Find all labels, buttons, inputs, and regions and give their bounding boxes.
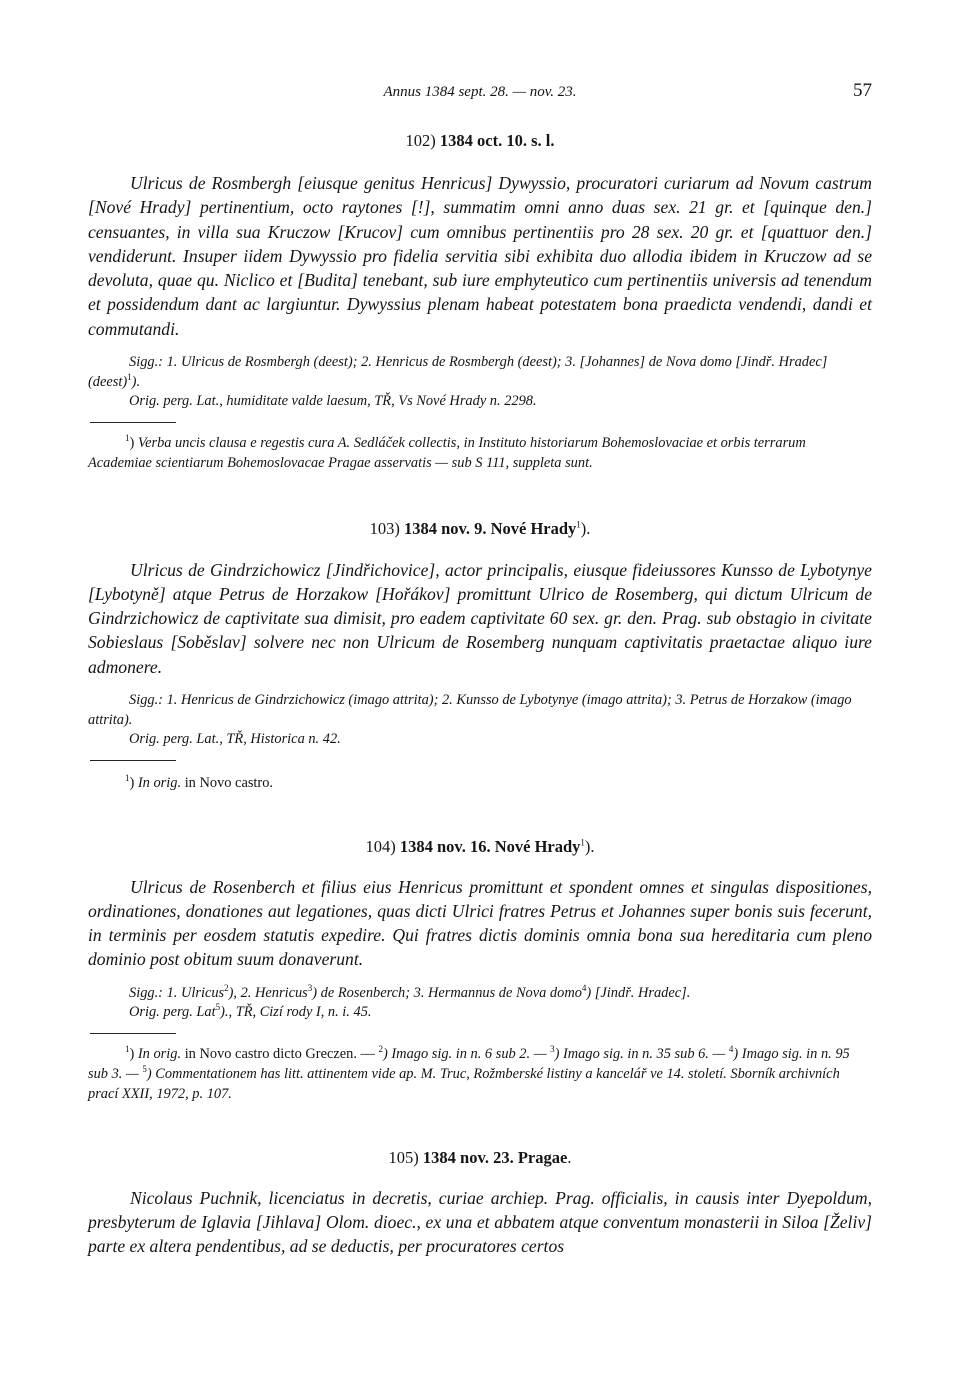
entry-number: 104)	[365, 836, 396, 856]
running-title: Annus 1384 sept. 28. — nov. 23.	[383, 84, 577, 100]
entry-104-heading: 104) 1384 nov. 16. Nové Hrady$^1$).	[365, 836, 595, 856]
footnote-rule	[90, 1033, 176, 1034]
entry-number: 103)	[369, 518, 400, 538]
entry-105-heading: 105) 1384 nov. 23. Pragae.	[388, 1147, 572, 1167]
entry-104-text: Ulricus de Rosenberch et filius eius Henricus promittunt et spondent omnes et singulas dispositiones, ordinationes, donationes aut legationes, quas dicti Ulrici fratres Petrus et Johannes super bonis suis fecerunt, in terminis per eosdem statutis expedire. Qui fratres dictis dominis omnia bona sua hereditaria cum pleno dominio post obitum suum donaverunt.	[88, 876, 872, 970]
entry-place: Nové Hrady	[490, 518, 577, 538]
entry-104-footnotes: $^1$) In orig. in Novo castro dicto Greczen. — $^2$) Imago sig. in n. 6 sub 2. — $^3$) Imago sig. in n. 35 sub 6. — $^4$) Imago sig. in n. 95 sub 3. — $^5$) Commentationem has litt. attinentem vide ap. M. Truc, Rožmberské listiny a kancelář ve 14. století. Sborník archivních prací XXII, 1972, p. 107.	[88, 1043, 850, 1102]
entry-place: Pragae	[517, 1147, 568, 1167]
entry-103-text: Ulricus de Gindrzichowicz [Jindřichovice], actor principalis, eiusque fideiussores Kunsso de Lybotynye [Lybotyně] atque Petrus de Horzakow [Hořákov] promittunt Ulrico de Rosemberg, qui dictum Ulricum de Gindrzichowicz de captivitate sua dimisit, pro eadem captivitate 60 sex. gr. den. Prag. sub obstagio in civitate Sobieslaus [Soběslav] solvere nec non Ulricum de Rosemberg nunquam captivitatis praetactae aliquo iure admonere.	[88, 559, 872, 677]
entry-date: 1384 nov. 9.	[403, 518, 487, 538]
page-number: 57	[853, 80, 872, 101]
entry-date: 1384 oct. 10. s. l.	[439, 131, 555, 150]
entry-105-text: Nicolaus Puchnik, licenciatus in decretis, curiae archiep. Prag. officialis, in causis inter Dyepoldum, presbyterum de Iglavia [Jihlava] Olom. dioec., ex una et abbatem atque conventum monasterii in Siloa [Želiv] parte ex altera pendentibus, ad se deductis, per procuratores certos	[88, 1187, 872, 1257]
original-line: Orig. perg. Lat$^5$)., TŘ, Cizí rody I, n. i. 45.	[129, 1002, 372, 1021]
entry-103-heading: 103) 1384 nov. 9. Nové Hrady$^1$).	[369, 518, 591, 538]
entry-102-apparatus	[88, 353, 872, 412]
footnote-rule	[90, 760, 176, 761]
running-head	[88, 80, 872, 108]
document-page	[88, 80, 872, 1259]
sigilla-line: Sigg.: 1. Henricus de Gindrzichowicz (imago attrita); 2. Kunsso de Lybotynye (imago attrita); 3. Petrus de Horzakow (imago attrita).	[88, 692, 852, 728]
entry-103-footnote: $^1$) In orig. in Novo castro.	[125, 772, 274, 791]
entry-102-footnote: $^1$) Verba uncis clausa e regestis cura A. Sedláček collectis, in Instituto historiarum Bohemoslovaciae et orbis terrarum Academiae scientiarum Bohemoslovacae Pragae asservatis — sub S 111, suppleta sunt.	[88, 432, 806, 471]
entry-date: 1384 nov. 23.	[422, 1147, 514, 1167]
footnote-rule	[90, 422, 176, 423]
entry-date: 1384 nov. 16.	[399, 836, 491, 856]
entry-102-heading	[88, 131, 872, 151]
sigilla-line: Sigg.: 1. Ulricus$^2$), 2. Henricus$^3$) de Rosenberch; 3. Hermannus de Nova domo$^4$) [Jindř. Hradec].	[129, 982, 691, 1001]
entry-102-text: Ulricus de Rosmbergh [eiusque genitus Henricus] Dywyssio, procuratori curiarum ad Novum castrum [Nové Hrady] pertinentium, octo raytones [!], summatim omni anno duas sex. 21 gr. et [quinque den.] censuantes, in villa sua Kruczow [Krucov] cum omnibus pertinentiis pro 28 sex. 20 gr. et [quattuor den.] vendiderunt. Insuper iidem Dywyssio pro fidelia servitia sibi exhibita duo allodia ibidem in Kruczow ad se devoluta, quae qu. Niclico et [Budita] tenebant, sub iure emphyteutico cum pertinentiis universis ad tenendum et possidendum dant ac largiuntur. Dywyssius plenam habeat potestatem bona praedicta vendendi, dandi et commutandi.	[88, 173, 872, 339]
entry-number: 105)	[388, 1147, 419, 1167]
entry-number: 102)	[405, 131, 436, 150]
entry-place: Nové Hrady	[494, 836, 581, 856]
original-line: Orig. perg. Lat., humiditate valde laesum, TŘ, Vs Nové Hrady n. 2298.	[129, 393, 537, 410]
sigilla-line: Sigg.: 1. Ulricus de Rosmbergh (deest); 2. Henricus de Rosmbergh (deest); 3. [Johannes] de Nova domo [Jindř. Hradec] (deest)$^1$).	[88, 354, 828, 390]
original-line: Orig. perg. Lat., TŘ, Historica n. 42.	[129, 731, 341, 748]
entry-104-apparatus	[88, 984, 872, 1023]
entry-103-apparatus	[88, 691, 872, 750]
